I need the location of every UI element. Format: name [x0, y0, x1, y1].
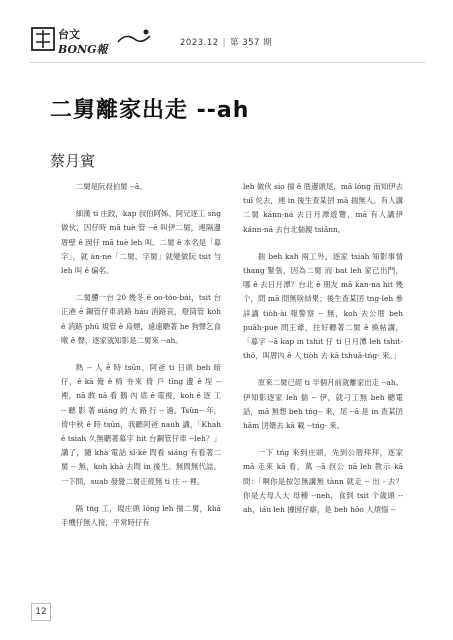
header-rule — [30, 62, 425, 63]
paragraph: 原來二舅已經 ti 半個月前就離家出走 --ah。伊知影逐家 leh 揣 -- 伊，就刁工無 beh 聽電話，mā 無想 beh tńg-- 來，尾 --ā 是 in 查某囝 hām 囝婿去 kā 載 --tńg- 來。 — [243, 378, 403, 431]
paragraph: 細漢 ti 庄跤，kap 叔伯阿姊、阿兄逐工 sńg 做伙，因仔時 mā tuè 管 --ê 叫伊二舅，連隔邊厝壁 ê 囡仔 mā tuè leh 叫。二舅 ê 本名是「募字」，就 án-ne「二舅、字舅」就變做阮 tsit 勻 leh 叫 ê 偏名。 — [61, 209, 221, 276]
issue-number: 第 357 期 — [230, 38, 273, 48]
masthead — [30, 22, 430, 58]
paragraph: 二舅是阮叔伯舅 --ā。 — [75, 182, 147, 191]
issue-date: 2023.12 — [180, 38, 219, 48]
text-column-left — [61, 180, 221, 543]
paragraph: 一下 tńg 來到庄頭，先到公厝拜拜，逐家 mā 走來 kā 看，萬 --ā 叔公 nā leh 教示 kā 問：「啊你是按怎無講無 tànn 就走 -- 出 - 去？你是大母人大 母種 --neh，食到 tsit 个歲頭 --ah，iáu leh 據囡仔癖，是 beh hōo 人煩惱 -- — [243, 448, 403, 515]
paragraph: 二舅戇一台 20 幾冬 ê oo-tóo-bái，tsit 台正港 ê 鋼管仔車消路 háu 消路哀，燈筒管 koh ê 消路 phū 規管 ê 烏煙，遠遠聽著 he 狗聲乞食喉 ê 聲，逐家就知影是二舅來 --ah。 — [61, 293, 221, 345]
logo-text-bottom: BONG報 — [58, 43, 108, 56]
paragraph: 揣 beh kah 兩工外，逐家 tsiah 知影事情 thang 緊張，因為二舅 而 bat leh 家己出門，哪 ê 去日月潭？台北 ê 朋友 mā kan-na hit 幾 个，問 mā 問無啥結果；後生查某囝 tng-leh 參詳講 tiòh-ài 報警察 -- 無，koh 去公厝 beh puâh-pue 問王爺，拄好聽著二舅 ê 換帖講，「募字 --ā kap in tshit 仔 ti 日月潭 leh tshit-thô，叫厝內 ê 人 tiòh 去 kā tshuā-tńg- 來。」 — [243, 251, 403, 361]
text-column-right — [243, 180, 403, 530]
logo-text-top: 台文 — [58, 28, 80, 41]
magazine-logo — [30, 22, 160, 58]
issue-info: 2023.12 | 第 357 期 — [180, 38, 273, 48]
paragraph: leh 做伙 sio 揣 ê 厝邊頭尾，mā lóng 而知伊去 tuī 佗去，連 in 後生查某囝 mā 揣無人。有人講二舅 kánn-ná 去日月潭遊覽，mā 有人講伊 kánn-ná 去台北揣親 tsiânn。 — [243, 182, 403, 234]
article-title: 二舅離家出走 --ah — [50, 98, 250, 123]
paragraph: 熱 -- 人 ê 時 tsūn，阿爸 ti 日頭 beh 暗仔，ê kā 俺 ê 椅 夯來 倚 戶 tīng 邊 ê 埕 -- 裡，nā 敢 nā 看 鵝 內 底 ê 電視，koh ê 逐 工 -- 聽 影 著 siáng 的 大 路 行 -- 過。Tsûn-- 年，倚中秋 ê 時 tsūn，我聽阿爸 nauh 講，「Khah ê tsiah 久無聽著募字 hit 台鋼管仔車 --leh？」講了，隨 khà 電話 sî-kè 問看 siáng 有看著二舅 -- 無，koh khà 去問 in 後生。無問無代誌，一下問，suah 發覺二舅正經無 ti 庄 -- 裡。 — [61, 363, 221, 486]
article-author: 蔡月賓 — [50, 152, 96, 170]
paragraph: 隔 tńg 工，規庄頭 lóng leh 揣二舅，khà 手機仔無人接，平常時仔有 — [61, 503, 221, 528]
page-number: 12 — [31, 603, 51, 621]
